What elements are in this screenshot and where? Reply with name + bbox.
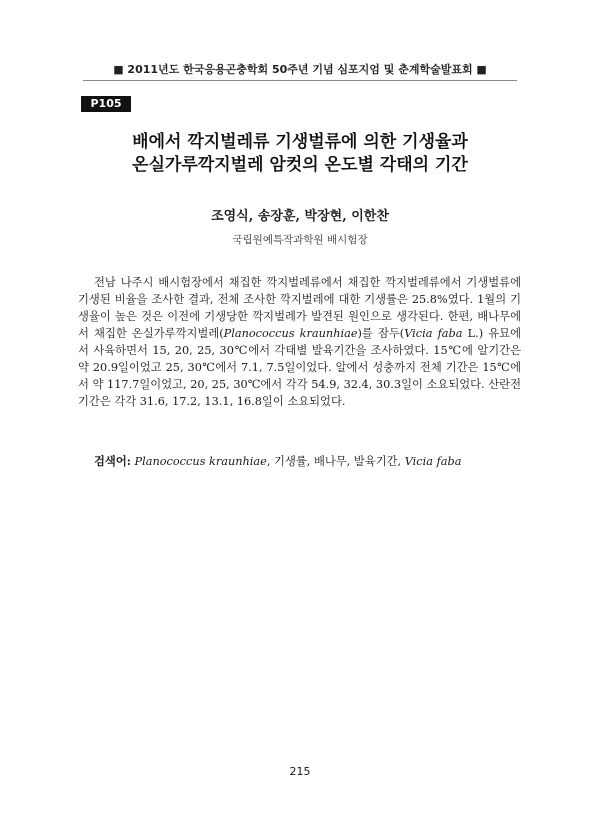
abstract-body bbox=[78, 274, 521, 410]
title-line-2: 온실가루깍지벌레 암컷의 온도별 각태의 기간 bbox=[132, 155, 468, 175]
author-list: 조영식, 송장훈, 박장현, 이한찬 bbox=[211, 209, 389, 224]
affiliation: 국립원예특작과학원 배시험장 bbox=[232, 234, 368, 246]
keyword-host: Vicia faba bbox=[404, 455, 462, 468]
page-number: 215 bbox=[289, 765, 311, 778]
abstract-host-name: Vicia faba bbox=[404, 327, 463, 340]
keywords-line bbox=[94, 453, 522, 469]
paper-title bbox=[0, 131, 600, 177]
abstract-text-3: L.) 유묘에서 사육하면서 15, 20, 25, 30℃에서 각태별 발육기간을 조사하였다. 15℃에 알기간은 약 20.9일이었고 25, 30℃에서 7.1, 7.5일이었다. 알에서 성충까지 전체 기간은 15℃에서 약 117.7일이었고, 20, 25, 30℃에서 각각 54.9, 32.4, 30.3일이 소요되었다. 산란전 기간은 각각 31.6, 17.2, 13.1, 16.8일이 소요되었다. bbox=[78, 327, 521, 408]
title-line-1: 배에서 깍지벌레류 기생벌류에 의한 기생율과 bbox=[132, 132, 468, 152]
paper-id-label: P105 bbox=[81, 96, 131, 112]
header-rule bbox=[83, 80, 517, 81]
keyword-species: Planococcus kraunhiae bbox=[134, 455, 267, 468]
keywords-label: 검색어: bbox=[94, 454, 131, 468]
abstract-text-1: 전남 나주시 배시험장에서 채집한 깍지벌레류에서 채집한 깍지벌레류에서 기생벌류에 기생된 비율을 조사한 결과, 전체 조사한 깍지벌레에 대한 기생률은 25.8%였다. 1월의 기생율이 높은 것은 이전에 기생당한 깍지벌레가 발견된 원인으로 생각된다. 한편, 배나무에서 채집한 온실가루깍지벌레( bbox=[78, 276, 521, 340]
abstract-species-name: Planococcus kraunhiae bbox=[223, 327, 358, 340]
conference-header: ■ 2011년도 한국응용곤충학회 50주년 기념 심포지엄 및 춘계학술발표회 ■ bbox=[113, 63, 487, 76]
abstract-text-2: )를 잠두( bbox=[357, 327, 405, 340]
keyword-list: , 기생률, 배나무, 발육기간, bbox=[266, 455, 405, 468]
